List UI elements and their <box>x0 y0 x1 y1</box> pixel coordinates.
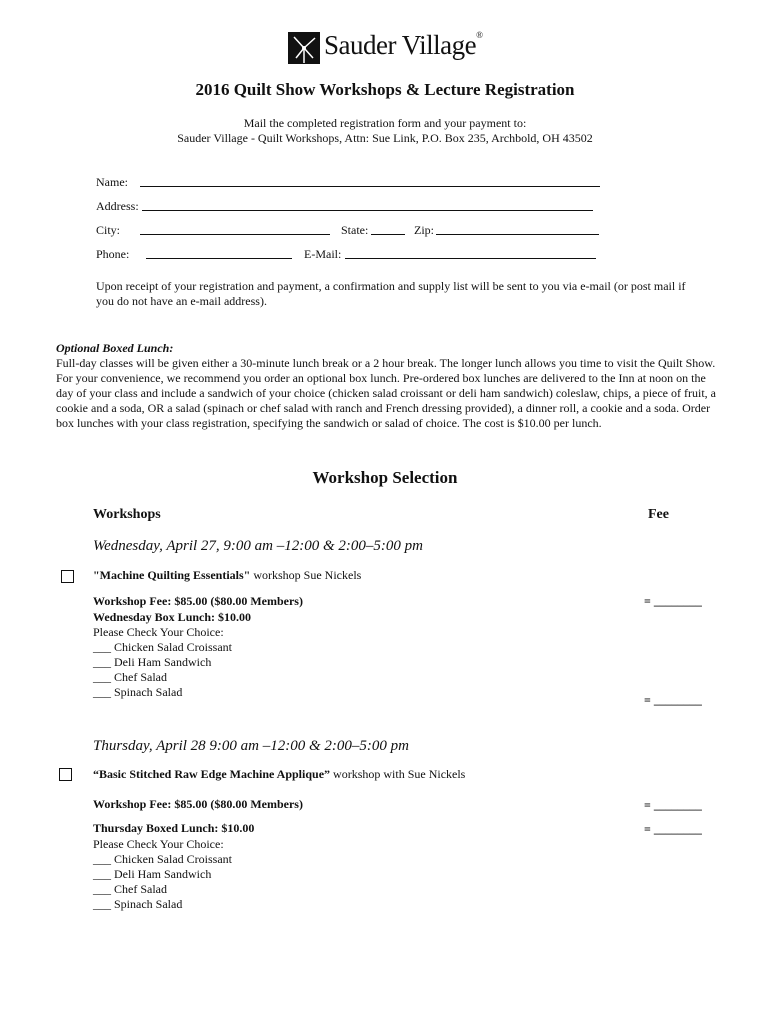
wednesday-option-2[interactable]: ___ Deli Ham Sandwich <box>93 655 212 669</box>
zip-field[interactable] <box>436 234 599 235</box>
wednesday-workshop-fee: Workshop Fee: $85.00 ($80.00 Members) <box>93 594 303 608</box>
thursday-workshop-checkbox[interactable] <box>59 768 72 781</box>
mail-instruction: Mail the completed registration form and your payment to: <box>243 116 527 130</box>
state-label: State: <box>341 223 369 237</box>
fee-column-header: Fee <box>648 507 669 522</box>
logo-text: Sauder Village® <box>324 30 483 60</box>
wednesday-option-1[interactable]: ___ Chicken Salad Croissant <box>93 640 232 654</box>
wednesday-option-3[interactable]: ___ Chef Salad <box>93 670 167 684</box>
confirmation-text: Upon receipt of your registration and payment, a confirmation and supply list will be sent to you via e-mail (or post mail if you do not have an e-mail address). <box>96 279 686 308</box>
wednesday-lunch-fee-blank[interactable]: = ________ <box>644 693 702 707</box>
thursday-lunch-fee-blank[interactable]: = ________ <box>644 822 702 836</box>
thursday-fee-blank[interactable]: = ________ <box>644 798 702 812</box>
thursday-option-2[interactable]: ___ Deli Ham Sandwich <box>93 867 212 881</box>
sauder-village-logo <box>288 30 483 68</box>
wednesday-box-lunch: Wednesday Box Lunch: $10.00 <box>93 610 252 624</box>
name-label: Name: <box>96 175 128 189</box>
thursday-boxed-lunch: Thursday Boxed Lunch: $10.00 <box>93 821 255 835</box>
windmill-logo-icon <box>288 32 320 64</box>
workshops-column-header: Workshops <box>93 507 161 522</box>
thursday-option-4[interactable]: ___ Spinach Salad <box>93 897 183 911</box>
wednesday-choice-prompt: Please Check Your Choice: <box>93 625 224 639</box>
wednesday-fee-blank[interactable]: = ________ <box>644 594 702 608</box>
mail-address: Sauder Village - Quilt Workshops, Attn: Sue Link, P.O. Box 235, Archbold, OH 43502 <box>177 131 593 145</box>
wednesday-session-date: Wednesday, April 27, 9:00 am –12:00 & 2:00–5:00 pm <box>93 538 423 554</box>
phone-field[interactable] <box>146 258 292 259</box>
address-field[interactable] <box>142 210 593 211</box>
phone-label: Phone: <box>96 247 130 261</box>
name-field[interactable] <box>140 186 600 187</box>
lunch-heading: Optional Boxed Lunch: <box>56 341 174 355</box>
state-field[interactable] <box>371 234 405 235</box>
thursday-session-date: Thursday, April 28 9:00 am –12:00 & 2:00–5:00 pm <box>93 738 409 754</box>
address-label: Address: <box>96 199 139 213</box>
city-field[interactable] <box>140 234 330 235</box>
page-title: 2016 Quilt Show Workshops & Lecture Registration <box>195 80 575 99</box>
lunch-description: Full-day classes will be given either a 30-minute lunch break or a 2 hour break. The longer lunch allows you time to visit the Quilt Show. For your convenience, we recommend you order an optional box lunch. Pre-ordered box lunches are delivered to the Inn at noon on the day of your class and include a sandwich of your choice (chicken salad croissant or deli ham sandwich) coleslaw, chips, a piece of fruit, a cookie and a soda, OR a salad (spinach or chef salad with ranch and French dressing provided), a dinner roll, a cookie and a soda. Order box lunches with your class registration, specifying the sandwich or salad of choice. The cost is $10.00 per lunch. <box>56 356 716 430</box>
wednesday-workshop-checkbox[interactable] <box>61 570 74 583</box>
email-field[interactable] <box>345 258 596 259</box>
thursday-choice-prompt: Please Check Your Choice: <box>93 837 224 851</box>
thursday-option-3[interactable]: ___ Chef Salad <box>93 882 167 896</box>
city-label: City: <box>96 223 121 237</box>
zip-label: Zip: <box>414 223 434 237</box>
wednesday-option-4[interactable]: ___ Spinach Salad <box>93 685 183 699</box>
workshop-selection-heading: Workshop Selection <box>312 468 458 487</box>
thursday-option-1[interactable]: ___ Chicken Salad Croissant <box>93 852 232 866</box>
thursday-workshop-fee: Workshop Fee: $85.00 ($80.00 Members) <box>93 797 303 811</box>
wednesday-workshop-title: "Machine Quilting Essentials" workshop Sue Nickels <box>93 568 362 582</box>
email-label: E-Mail: <box>304 247 342 261</box>
thursday-workshop-title: “Basic Stitched Raw Edge Machine Applique” workshop with Sue Nickels <box>93 767 466 781</box>
